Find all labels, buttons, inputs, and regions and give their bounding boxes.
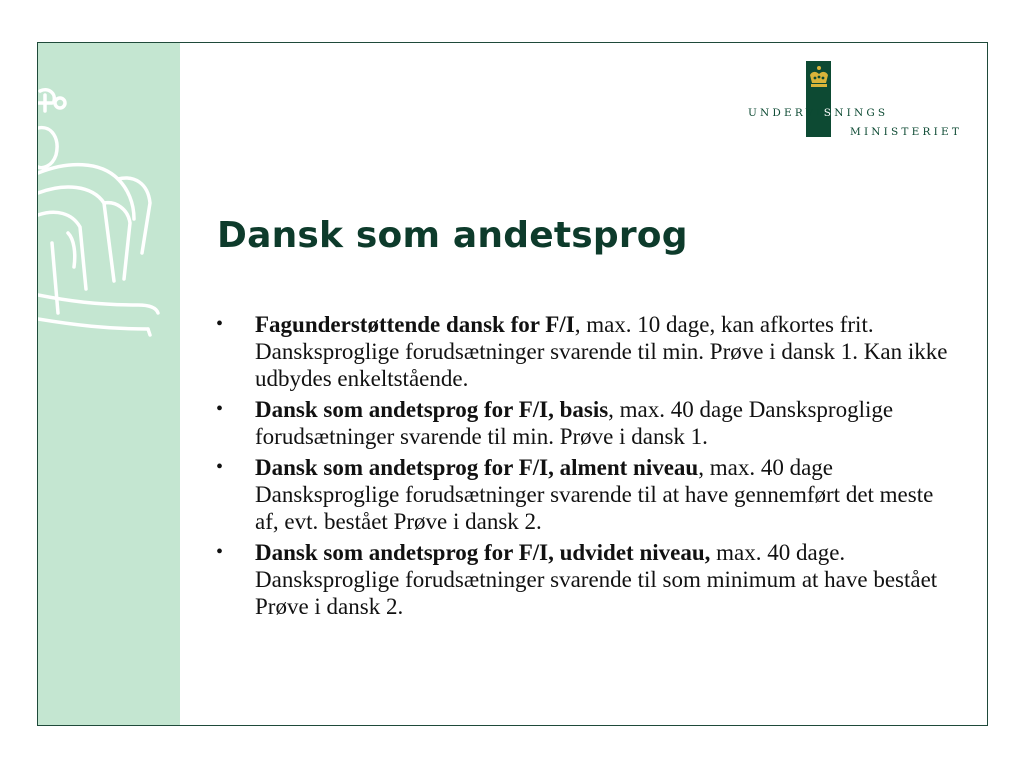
bullet-dot-icon: •	[216, 313, 224, 335]
bullet-dot-icon: •	[216, 456, 224, 478]
logo-text-part: NINGS	[834, 107, 889, 119]
bullet-text: max. 40 dage. Dansksproglige forudsætninger svarende til som minimum at have bestået Prøve i dansk 2.	[255, 540, 938, 619]
bullet-bold-text: Dansk som andetsprog for F/I, udvidet niveau,	[255, 540, 711, 565]
logo-word-line1	[748, 107, 888, 119]
bullet-item	[213, 454, 953, 535]
bullet-bold-text: Dansk som andetsprog for F/I, basis	[255, 397, 609, 422]
bullet-text: , max. 40 dage Dansksproglige forudsætninger svarende til at have gennemført det meste af, evt. bestået Prøve i dansk 2.	[255, 455, 934, 534]
bullet-bold-text: Dansk som andetsprog for F/I, alment niveau	[255, 455, 699, 480]
slide	[37, 42, 988, 726]
bullet-list	[213, 311, 953, 624]
bullet-text: , max. 10 dage, kan afkortes frit. Dansksproglige forudsætninger svarende til min. Prøve i dansk 1. Kan ikke udbydes enkeltstående.	[255, 312, 948, 391]
bullet-text: , max. 40 dage Dansksproglige forudsætninger svarende til min. Prøve i dansk 1.	[255, 397, 894, 449]
ministry-logo	[748, 61, 968, 141]
slide-title: Dansk som andetsprog	[217, 215, 688, 256]
bullet-item	[213, 311, 953, 392]
bullet-bold-text: Fagunderstøttende dansk for F/I	[255, 312, 575, 337]
bullet-item	[213, 396, 953, 450]
crown-icon	[808, 65, 830, 91]
crown-watermark-icon	[38, 43, 180, 363]
bullet-dot-icon: •	[216, 541, 224, 563]
decorative-side-band	[38, 43, 180, 725]
logo-text-part: S	[823, 107, 835, 119]
bullet-dot-icon: •	[216, 398, 224, 420]
bullet-item	[213, 539, 953, 620]
logo-text-part: UNDERVI	[748, 107, 824, 119]
logo-word-line2: MINISTERIET	[850, 126, 963, 138]
